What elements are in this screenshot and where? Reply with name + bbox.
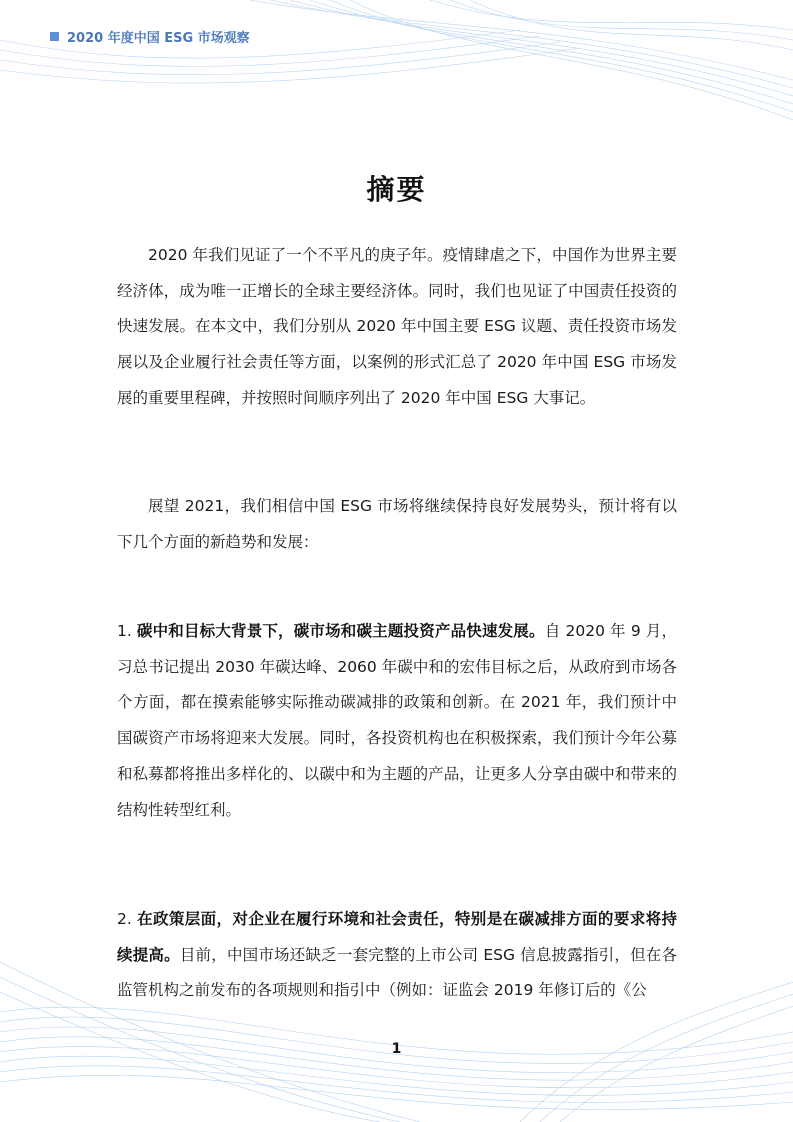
page-number: 1 <box>391 1041 402 1057</box>
paragraph-text: 展望 2021，我们相信中国 ESG 市场将继续保持良好发展势头，预计将有以下几个方面的新趋势和发展： <box>117 497 677 551</box>
trend-item-2 <box>117 902 677 1009</box>
trend-heading: 碳中和目标大背景下，碳市场和碳主题投资产品快速发展。 <box>136 622 545 640</box>
running-header <box>50 27 250 46</box>
header-title: 2020 年度中国 ESG 市场观察 <box>67 31 250 46</box>
page-title: 摘要 <box>366 173 427 206</box>
trend-text: 目前，中国市场还缺乏一套完整的上市公司 ESG 信息披露指引，但在各监管机构之前发布的各项规则和指引中（例如：证监会 2019 年修订后的《公 <box>117 945 677 1000</box>
trend-number: 1. <box>117 622 137 640</box>
trend-number: 2. <box>117 910 138 928</box>
header-wave-decoration <box>0 0 793 120</box>
trend-item-1 <box>117 614 677 828</box>
paragraph-text: 2020 年我们见证了一个不平凡的庚子年。疫情肆虐之下，中国作为世界主要经济体，成为唯一正增长的全球主要经济体。同时，我们也见证了中国责任投资的快速发展。在本文中，我们分别从 2020 年中国主要 ESG 议题、责任投资市场发展以及企业履行社会责任等方面，以案例的形式汇总了 2020 年中国 ESG 市场发展的重要里程碑，并按照时间顺序列出了 2020 年中国 ESG 大事记。 <box>117 246 677 407</box>
summary-paragraph <box>117 238 677 417</box>
outlook-paragraph <box>117 489 677 560</box>
trend-heading: 在政策层面，对企业在履行环境和社会责任，特别是在碳减排方面的要求将持续提高。 <box>117 910 677 964</box>
header-square-icon <box>50 32 59 41</box>
trend-text: 自 2020 年 9 月，习总书记提出 2030 年碳达峰、2060 年碳中和的宏伟目标之后，从政府到市场各个方面，都在摸索能够实际推动碳减排的政策和创新。在 2021 年，我们预计中国碳资产市场将迎来大发展。同时，各投资机构也在积极探索，我们预计今年公募和私募都将推出多样化的、以碳中和为主题的产品，让更多人分享由碳中和带来的结构性转型红利。 <box>117 622 677 819</box>
